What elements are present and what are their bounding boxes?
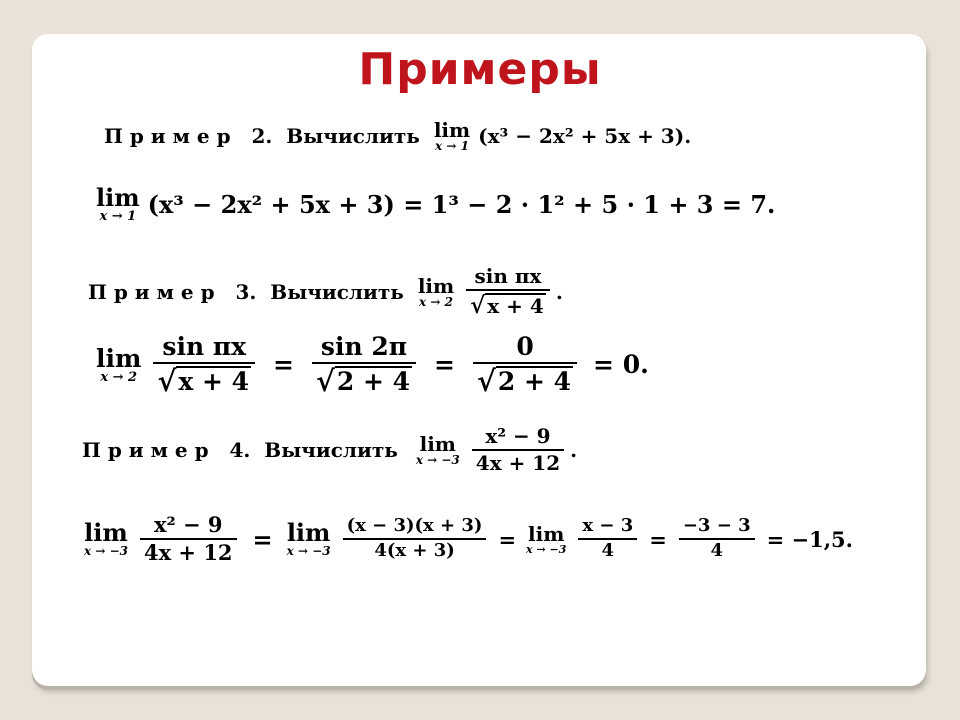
limit-operator: lim x → 2 <box>96 343 142 385</box>
example-2-expression: (x³ − 2x² + 5x + 3). <box>478 124 692 148</box>
sqrt-symbol: √ <box>470 292 486 319</box>
sqrt-symbol: √ <box>476 364 496 398</box>
fraction: $\frac{\text{x² − 9}}{4x + 12}$ <box>472 426 564 474</box>
example-2-statement <box>104 120 693 152</box>
page-title: Примеры <box>358 44 602 95</box>
example-2-label: П р и м е р 2. Вычислить <box>104 124 420 148</box>
fraction: $\frac{-3 - 3}{4}$ <box>679 517 755 561</box>
example-2-solution-text: (x³ − 2x² + 5x + 3) = 1³ − 2 · 1² + 5 · 1 + 3 = 7. <box>147 190 776 219</box>
fraction: sin 2π √ 2 + 4 <box>312 334 416 396</box>
limit-operator: lim x → −3 <box>84 518 128 559</box>
example-4-label: П р и м е р 4. Вычислить <box>82 438 398 462</box>
example-4-statement: П р и м е р 4. Вычислить lim x → −3 $\frac{\text{x² − 9}}{4x + 12}$ . <box>82 424 578 475</box>
sqrt-symbol: √ <box>157 364 177 398</box>
example-3-statement: П р и м е р 3. Вычислить lim x → 2 sin πx √ x + 4 . <box>88 264 563 319</box>
limit-operator: lim x → 1 <box>433 118 471 153</box>
limit-operator: lim x → 1 <box>96 183 140 224</box>
example-3-result: = 0. <box>593 350 649 380</box>
limit-operator: lim x → −3 <box>286 518 331 559</box>
example-4-result: = −1,5. <box>766 526 853 552</box>
example-2-solution <box>92 183 777 224</box>
fraction: sin πx √ x + 4 <box>153 334 255 396</box>
fraction: $\frac{x - 3}{4}$ <box>578 517 637 561</box>
limit-operator: lim x → −3 <box>526 521 567 556</box>
example-3-label: П р и м е р 3. Вычислить <box>88 279 404 304</box>
example-3-solution: lim x → 2 sin πx √ x + 4 = sin 2π √ 2 + 4 = 0 √ 2 + 4 = 0. <box>96 332 649 398</box>
fraction: 0 √ 2 + 4 <box>473 334 577 396</box>
fraction: sin πx √ x + 4 <box>466 266 550 317</box>
limit-operator: lim x → −3 <box>415 432 460 467</box>
fraction: $\frac{\text{x² − 9}}{4x + 12}$ <box>140 514 237 564</box>
example-4-solution: lim x → −3 $\frac{\text{x² − 9}}{4x + 12}$ = lim x → −3 $\frac{(x - 3)(x + 3)}{4(x + 3)}$ = lim x → −3 $\frac{x - 3}{4}$ = $\frac{-3 - 3}{4}$ = −1,5. <box>84 512 853 566</box>
fraction: $\frac{(x - 3)(x + 3)}{4(x + 3)}$ <box>343 517 487 561</box>
sqrt-symbol: √ <box>315 364 335 398</box>
limit-operator: lim x → 2 <box>417 273 455 309</box>
